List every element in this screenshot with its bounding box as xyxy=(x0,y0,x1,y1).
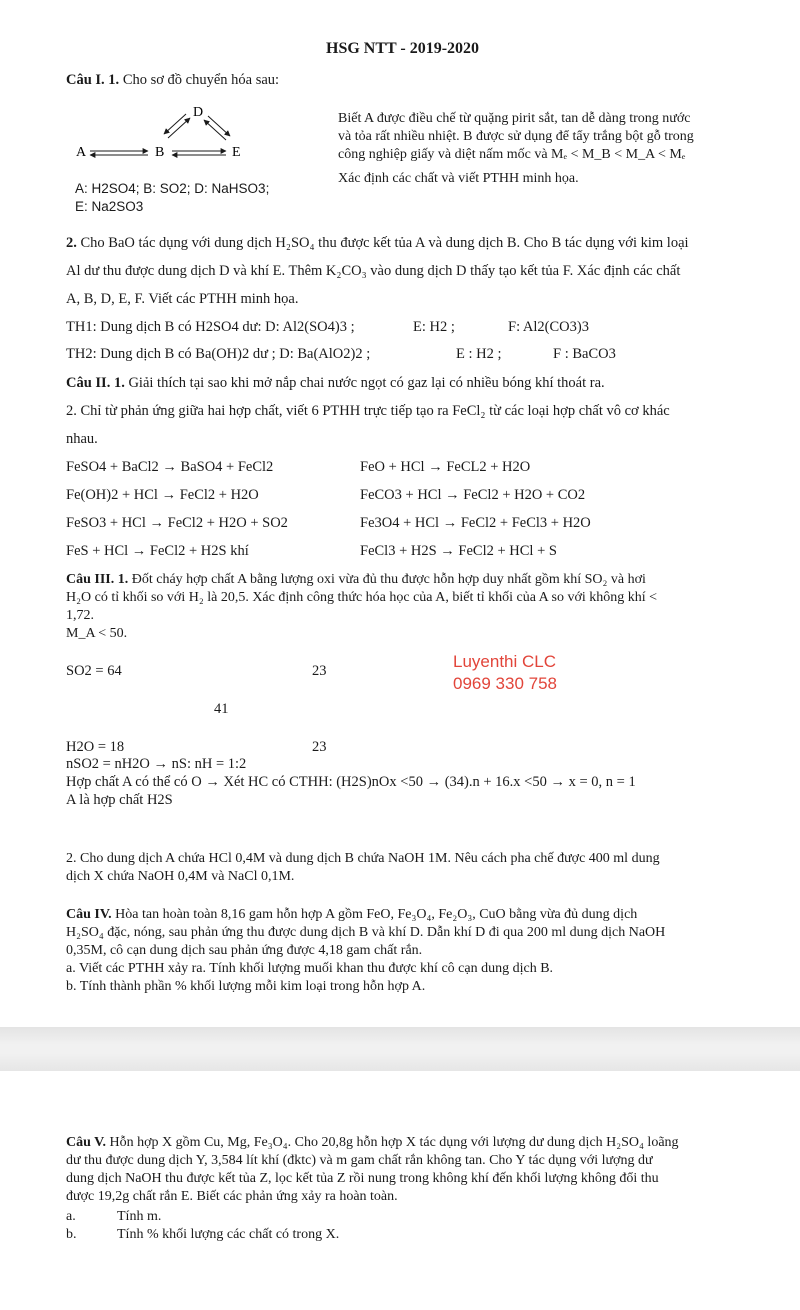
list-item: Tính m. xyxy=(117,1209,162,1224)
cau3-q2-line2: dịch X chứa NaOH 0,4M và NaCl 0,1M. xyxy=(66,869,295,884)
list-item-marker: a. xyxy=(66,1209,76,1224)
node-a: A xyxy=(76,145,87,160)
so2-mass: SO2 = 64 xyxy=(66,663,122,679)
equation: FeSO4 + BaCl2 → BaSO4 + FeCl2 xyxy=(66,459,274,475)
h2o-mass: H2O = 18 xyxy=(66,739,125,755)
cau1-desc-4: Xác định các chất và viết PTHH minh họa. xyxy=(338,171,579,186)
cau1-desc-3: công nghiệp giấy và diệt nấm mốc và Mₑ < M_B < M_A < Mₑ xyxy=(338,147,686,162)
node-d: D xyxy=(193,105,204,120)
cau4-line2: H₂SO₄ đặc, nóng, sau phản ứng thu được dung dịch B và khí D. Dẫn khí D đi qua 200 ml dung dịch NaOH xyxy=(66,925,666,940)
cau2-heading: Câu II. 1. xyxy=(66,375,125,391)
cau3-q1-line1: Câu III. 1. Đốt cháy hợp chất A bằng lượng oxi vừa đủ thu được hỗn hợp duy nhất gồm khí SO₂ và hơi xyxy=(66,572,646,587)
equation: FeS + HCl → FeCl2 + H2S khí xyxy=(66,543,249,559)
cau1-desc-2: và tỏa rất nhiều nhiệt. B được sử dụng để tẩy trắng bột gỗ trong xyxy=(338,129,694,144)
cau1-desc-1: Biết A được điều chế từ quặng pirit sắt, tan dễ dàng trong nước xyxy=(338,111,691,126)
cau4-part-a: a. Viết các PTHH xảy ra. Tính khối lượng muối khan thu được khí cô cạn dung dịch B. xyxy=(66,961,554,976)
equation: Fe3O4 + HCl → FeCl2 + FeCl3 + H2O xyxy=(360,515,591,531)
cau2-q1: Câu II. 1. Giải thích tại sao khi mở nắp chai nước ngọt có gaz lại có nhiều bóng khí thoát ra. xyxy=(66,375,605,391)
cau4-part-b: b. Tính thành phần % khối lượng mỗi kim loại trong hỗn hợp A. xyxy=(66,979,426,994)
cau4-line3: 0,35M, cô cạn dung dịch sau phản ứng được 4,18 gam chất rắn. xyxy=(66,943,423,958)
cau1-prompt: Cho sơ đồ chuyển hóa sau: xyxy=(122,72,280,88)
node-b: B xyxy=(155,145,165,160)
th1-f: F: Al2(CO3)3 xyxy=(508,319,589,335)
formula-reasoning: Hợp chất A có thể có O → Xét HC có CTHH: (H2S)nOx <50 → (34).n + 16.x <50 → x = 0, n = 1 xyxy=(66,774,636,790)
equation: FeCl3 + H2S → FeCl2 + HCl + S xyxy=(360,543,557,559)
cau3-q2-line1: 2. Cho dung dịch A chứa HCl 0,4M và dung dịch B chứa NaOH 1M. Nêu cách pha chế được 400 ml dung xyxy=(66,851,660,866)
list-item-marker: b. xyxy=(66,1227,77,1242)
list-item: Tính % khối lượng các chất có trong X. xyxy=(117,1227,340,1242)
cau5-line4: được 19,2g chất rắn E. Biết các phản ứng xảy ra hoàn toàn. xyxy=(66,1189,398,1204)
cau3-q1-line2: H₂O có tỉ khối so với H₂ là 20,5. Xác định công thức hóa học của A, biết tỉ khối của A so với không khí < xyxy=(66,590,658,605)
conclusion: A là hợp chất H2S xyxy=(66,792,173,808)
cau4-heading: Câu IV. xyxy=(66,907,112,922)
cau5-line1: Câu V. Hỗn hợp X gồm Cu, Mg, Fe₃O₄. Cho 20,8g hỗn hợp X tác dụng với lượng dư dung dịch H₂SO₄ loãng xyxy=(66,1135,679,1150)
watermark-phone: 0969 330 758 xyxy=(453,674,557,693)
cau2-q2-line2: nhau. xyxy=(66,431,98,447)
cau3-q1-line4: M_A < 50. xyxy=(66,626,128,641)
page-title: HSG NTT - 2019-2020 xyxy=(326,40,480,57)
equation: Fe(OH)2 + HCl → FeCl2 + H2O xyxy=(66,487,259,503)
th2-d: TH2: Dung dịch B có Ba(OH)2 dư ; D: Ba(AlO2)2 ; xyxy=(66,346,371,362)
equation: FeCO3 + HCl → FeCl2 + H2O + CO2 xyxy=(360,487,586,503)
cau5-line2: dư thu được dung dịch Y, 3,584 lít khí (đktc) và m gam chất rắn không tan. Cho Y tác dụng với lượng dư xyxy=(66,1153,653,1168)
cau1-heading: Câu I. 1. xyxy=(66,72,120,88)
mean-mass: 41 xyxy=(214,701,229,717)
cau5-line3: dung dịch NaOH thu được kết tủa Z, lọc kết tủa Z rồi nung trong không khí đến khối lượng không đổi thu xyxy=(66,1171,659,1186)
so2-diff: 23 xyxy=(312,663,327,679)
cau1-q2-line2: Al dư thu được dung dịch D và khí E. Thêm K₂CO₃ vào dung dịch D thấy tạo kết tủa F. Xác định các chất xyxy=(66,263,681,279)
cau1-answer-2: E: Na2SO3 xyxy=(75,199,144,214)
page-separator xyxy=(0,1027,800,1071)
watermark-name: Luyenthi CLC xyxy=(453,652,557,671)
cau1-q2-line1: 2. Cho BaO tác dụng với dung dịch H₂SO₄ thu được kết tủa A và dung dịch B. Cho B tác dụng với kim loại xyxy=(66,235,689,251)
mole-ratio: nSO2 = nH2O → nS: nH = 1:2 xyxy=(66,756,247,772)
cau1-q2-line3: A, B, D, E, F. Viết các PTHH minh họa. xyxy=(66,291,299,307)
node-e: E xyxy=(232,145,241,160)
cau5-heading: Câu V. xyxy=(66,1135,106,1150)
cau1-intro xyxy=(66,72,279,89)
th2-f: F : BaCO3 xyxy=(553,346,616,362)
th2-e: E : H2 ; xyxy=(456,346,502,362)
cau3-heading: Câu III. 1. xyxy=(66,572,129,587)
cau1-answer-1: A: H2SO4; B: SO2; D: NaHSO3; xyxy=(75,181,270,196)
h2o-diff: 23 xyxy=(312,739,327,755)
th1-e: E: H2 ; xyxy=(413,319,455,335)
th1-d: TH1: Dung dịch B có H2SO4 dư: D: Al2(SO4)3 ; xyxy=(66,319,355,335)
conversion-diagram xyxy=(60,100,260,170)
equation: FeSO3 + HCl → FeCl2 + H2O + SO2 xyxy=(66,515,288,531)
cau4-line1: Câu IV. Hòa tan hoàn toàn 8,16 gam hỗn hợp A gồm FeO, Fe₃O₄, Fe₂O₃, CuO bằng vừa đủ dung dịch xyxy=(66,907,638,922)
cau2-q2-line1: 2. Chỉ từ phản ứng giữa hai hợp chất, viết 6 PTHH trực tiếp tạo ra FeCl₂ từ các loại hợp chất vô cơ khác xyxy=(66,403,670,419)
cau3-q1-line3: 1,72. xyxy=(66,608,94,623)
equation: FeO + HCl → FeCL2 + H2O xyxy=(360,459,531,475)
